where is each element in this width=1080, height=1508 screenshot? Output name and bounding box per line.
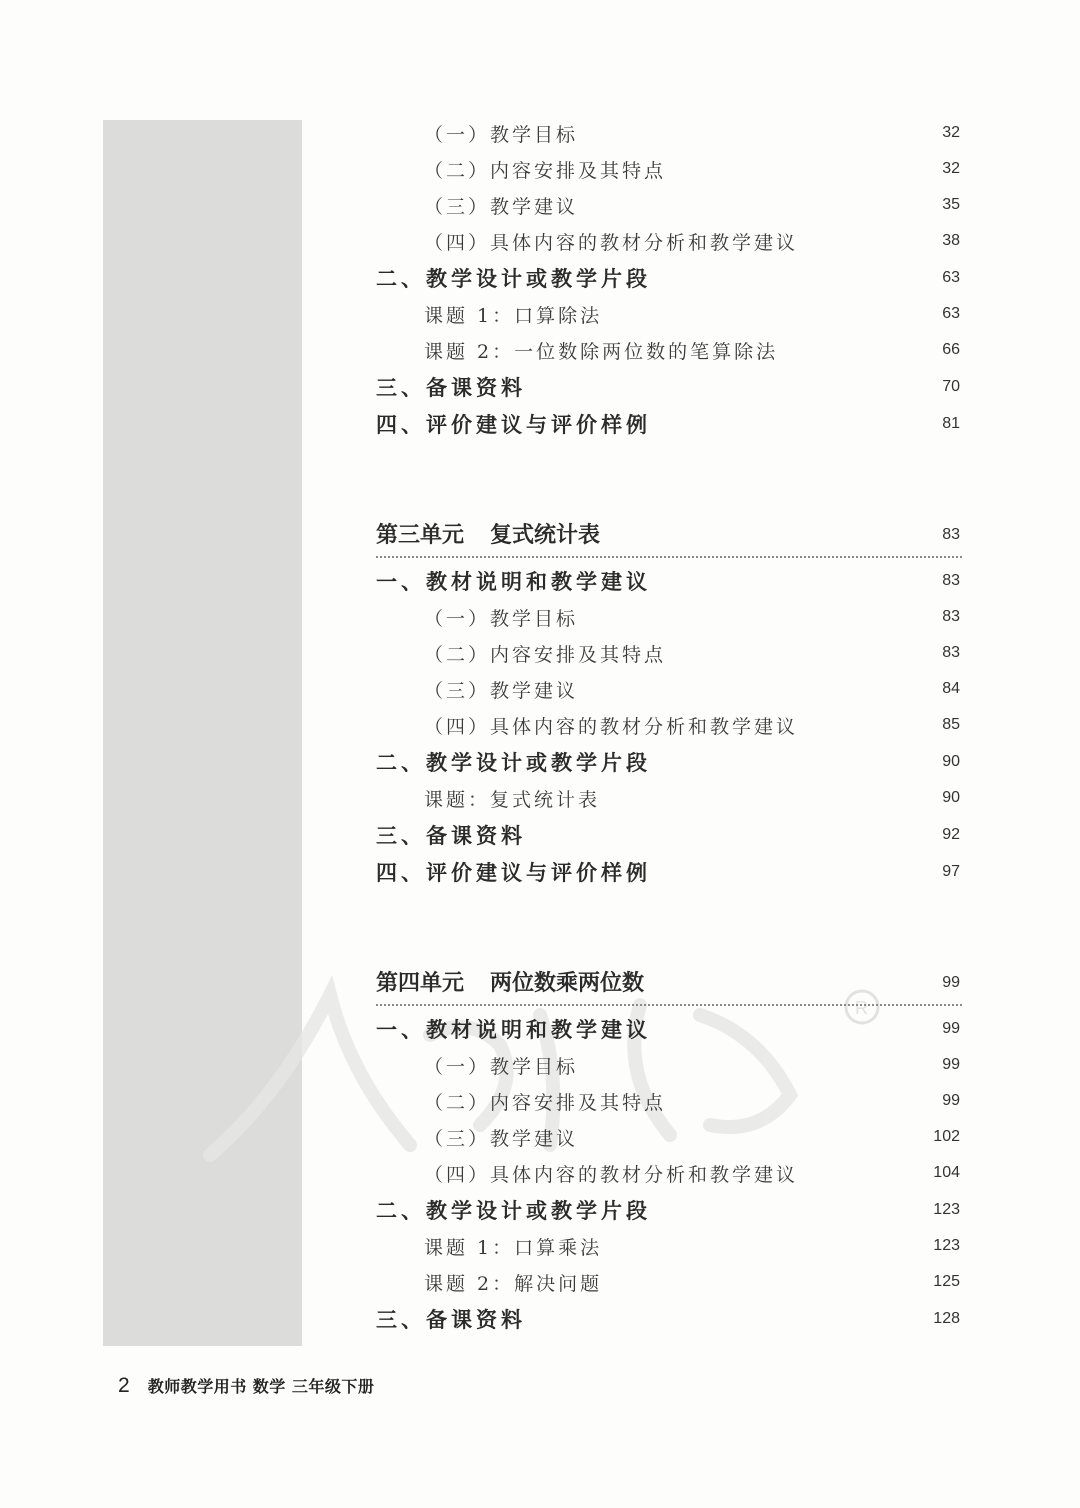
toc-entry-page: 125 bbox=[933, 1273, 960, 1290]
toc-entry[interactable] bbox=[376, 853, 962, 890]
toc-entry-title: （二）内容安排及其特点 bbox=[424, 1091, 667, 1114]
toc-entry[interactable] bbox=[376, 115, 962, 151]
toc-entry[interactable] bbox=[376, 259, 962, 296]
unit-3-heading[interactable] bbox=[376, 510, 962, 558]
toc-entry-page: 102 bbox=[933, 1128, 960, 1145]
toc-entry-page: 90 bbox=[942, 789, 960, 806]
toc-entry-page: 83 bbox=[942, 571, 960, 589]
toc-entry-title: 三、备课资料 bbox=[376, 1306, 526, 1332]
toc-entry-title: （二）内容安排及其特点 bbox=[424, 159, 667, 182]
toc-entry-title: 二、教学设计或教学片段 bbox=[376, 265, 651, 291]
toc-entry[interactable] bbox=[376, 1047, 962, 1083]
toc-entry-page: 63 bbox=[942, 268, 960, 286]
toc-entry-title: （四）具体内容的教材分析和教学建议 bbox=[424, 231, 799, 254]
page-number: 2 bbox=[118, 1374, 130, 1397]
toc-entry-page: 97 bbox=[942, 862, 960, 880]
toc-entry[interactable] bbox=[376, 780, 962, 816]
toc-entry-page: 70 bbox=[942, 377, 960, 395]
toc-entry-title: （一）教学目标 bbox=[424, 1055, 579, 1078]
toc-entry[interactable] bbox=[376, 1083, 962, 1119]
toc-entry-title: 课题：复式统计表 bbox=[424, 788, 601, 811]
toc-entry-title: 课题 2：一位数除两位数的笔算除法 bbox=[424, 340, 779, 363]
toc-entry[interactable] bbox=[376, 223, 962, 259]
toc-entry[interactable] bbox=[376, 1010, 962, 1047]
toc-entry[interactable] bbox=[376, 1228, 962, 1264]
toc-entry[interactable] bbox=[376, 635, 962, 671]
unit-3-label: 第三单元 bbox=[376, 521, 465, 548]
unit-4-page: 99 bbox=[942, 974, 960, 991]
toc-entry-page: 84 bbox=[942, 680, 960, 697]
toc-entry[interactable] bbox=[376, 743, 962, 780]
toc-entry[interactable] bbox=[376, 1191, 962, 1228]
toc-entry-title: 一、教材说明和教学建议 bbox=[376, 568, 651, 594]
toc-entry-page: 92 bbox=[942, 825, 960, 843]
toc-entry-title: （三）教学建议 bbox=[424, 195, 579, 218]
toc-entry-title: 三、备课资料 bbox=[376, 374, 526, 400]
toc-entry[interactable] bbox=[376, 1300, 962, 1337]
toc-entry-title: （四）具体内容的教材分析和教学建议 bbox=[424, 715, 799, 738]
toc-entry-page: 123 bbox=[933, 1237, 960, 1254]
toc-entry[interactable] bbox=[376, 405, 962, 442]
toc-entry-title: 三、备课资料 bbox=[376, 822, 526, 848]
toc-entry[interactable] bbox=[376, 368, 962, 405]
toc-continued-section bbox=[376, 115, 962, 442]
table-of-contents bbox=[376, 115, 962, 1337]
toc-entry-title: （二）内容安排及其特点 bbox=[424, 643, 667, 666]
unit-4-heading[interactable] bbox=[376, 958, 962, 1006]
unit-4-name: 两位数乘两位数 bbox=[490, 969, 645, 996]
toc-entry-title: （一）教学目标 bbox=[424, 607, 579, 630]
toc-entry-page: 99 bbox=[942, 1056, 960, 1073]
toc-entry-title: （四）具体内容的教材分析和教学建议 bbox=[424, 1163, 799, 1186]
toc-entry[interactable] bbox=[376, 707, 962, 743]
toc-entry-page: 81 bbox=[942, 414, 960, 432]
toc-entry[interactable] bbox=[376, 599, 962, 635]
toc-entry-title: 课题 2：解决问题 bbox=[424, 1272, 603, 1295]
toc-entry-page: 99 bbox=[942, 1092, 960, 1109]
toc-entry-title: 二、教学设计或教学片段 bbox=[376, 1197, 651, 1223]
toc-entry-title: 一、教材说明和教学建议 bbox=[376, 1016, 651, 1042]
toc-entry-page: 35 bbox=[942, 196, 960, 213]
unit-4-section bbox=[376, 958, 962, 1337]
svg-text:R: R bbox=[855, 998, 868, 1018]
toc-entry[interactable] bbox=[376, 187, 962, 223]
toc-entry[interactable] bbox=[376, 816, 962, 853]
toc-entry[interactable] bbox=[376, 1155, 962, 1191]
toc-entry[interactable] bbox=[376, 671, 962, 707]
toc-entry-page: 32 bbox=[942, 124, 960, 141]
page-footer bbox=[118, 1374, 374, 1398]
toc-entry-page: 83 bbox=[942, 644, 960, 661]
unit-3-section bbox=[376, 510, 962, 890]
toc-entry-page: 128 bbox=[933, 1309, 960, 1327]
toc-entry[interactable] bbox=[376, 332, 962, 368]
toc-entry[interactable] bbox=[376, 1264, 962, 1300]
toc-entry[interactable] bbox=[376, 296, 962, 332]
toc-entry-page: 66 bbox=[942, 341, 960, 358]
toc-entry-title: （三）教学建议 bbox=[424, 679, 579, 702]
toc-entry-page: 99 bbox=[942, 1019, 960, 1037]
toc-entry-title: （三）教学建议 bbox=[424, 1127, 579, 1150]
toc-entry[interactable] bbox=[376, 562, 962, 599]
toc-entry-title: 二、教学设计或教学片段 bbox=[376, 749, 651, 775]
toc-entry-page: 90 bbox=[942, 752, 960, 770]
toc-entry-page: 85 bbox=[942, 716, 960, 733]
toc-entry-page: 32 bbox=[942, 160, 960, 177]
toc-entry-page: 123 bbox=[933, 1200, 960, 1218]
toc-entry-title: 四、评价建议与评价样例 bbox=[376, 859, 651, 885]
unit-3-name: 复式统计表 bbox=[490, 521, 601, 548]
book-title: 教师教学用书 数学 三年级下册 bbox=[147, 1377, 375, 1396]
toc-entry-title: 四、评价建议与评价样例 bbox=[376, 411, 651, 437]
toc-entry-title: 课题 1：口算乘法 bbox=[424, 1236, 603, 1259]
unit-4-label: 第四单元 bbox=[376, 969, 465, 996]
toc-entry-page: 104 bbox=[933, 1164, 960, 1181]
toc-entry-page: 83 bbox=[942, 608, 960, 625]
toc-entry-page: 38 bbox=[942, 232, 960, 249]
unit-3-page: 83 bbox=[942, 526, 960, 543]
toc-entry-title: （一）教学目标 bbox=[424, 123, 579, 146]
toc-entry[interactable] bbox=[376, 1119, 962, 1155]
toc-entry-title: 课题 1：口算除法 bbox=[424, 304, 603, 327]
toc-entry-page: 63 bbox=[942, 305, 960, 322]
toc-entry[interactable] bbox=[376, 151, 962, 187]
